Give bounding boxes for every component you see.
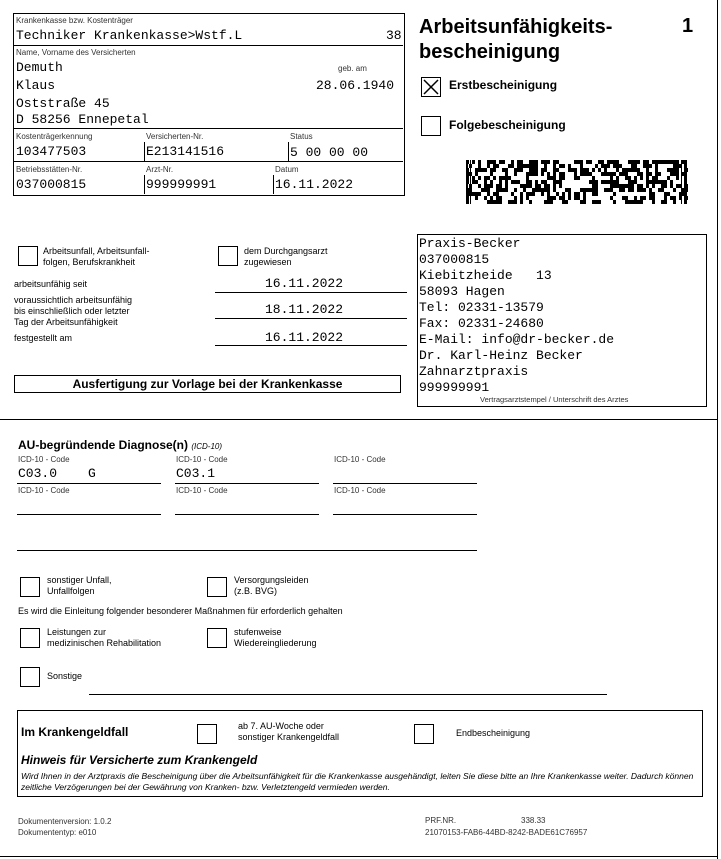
folgebescheinigung-label: Folgebescheinigung (449, 118, 566, 132)
tick (273, 175, 274, 194)
insured-label: Name, Vorname des Versicherten (16, 48, 136, 57)
insured-city: D 58256 Ennepetal (16, 112, 149, 127)
insured-firstname: Klaus (16, 78, 56, 93)
seit-label: arbeitsunfähig seit (14, 279, 88, 289)
versorgungsleiden-label: Versorgungsleiden (z.B. BVG) (234, 575, 309, 596)
section-divider (0, 419, 718, 420)
bottom-border (0, 856, 718, 857)
stamp-line: Kiebitzheide 13 (419, 268, 552, 283)
stamp-caption: Vertragsarztstempel / Unterschrift des Arztes (480, 395, 629, 404)
sonstige-checkbox[interactable] (20, 667, 40, 687)
bis-value: 18.11.2022 (265, 302, 344, 317)
stamp-line: Fax: 02331-24680 (419, 316, 544, 331)
stamp-line: Zahnarztpraxis (419, 364, 529, 379)
status-label: Status (290, 132, 313, 141)
arbeitsunfall-checkbox[interactable] (18, 246, 38, 266)
prf-label: PRF.NR. (425, 816, 457, 825)
kostentraeger-value: 103477503 (16, 144, 87, 159)
bs-label: Betriebsstätten-Nr. (16, 165, 83, 174)
versicherten-value: E213141516 (146, 144, 225, 159)
icd-line (17, 483, 161, 484)
stamp-line: 037000815 (419, 252, 490, 267)
uuid: 21070153-FAB6-44BD-8242-BADE61C76957 (425, 828, 588, 837)
versorgungsleiden-checkbox[interactable] (207, 577, 227, 597)
divider (14, 161, 403, 162)
hint-title: Hinweis für Versicherte zum Krankengeld (21, 753, 258, 767)
icd-label-5: ICD-10 - Code (176, 486, 228, 495)
insurer-value: Techniker Krankenkasse>Wstf.L (16, 28, 243, 43)
tick (144, 142, 145, 162)
diagnosis-free-line (17, 550, 477, 551)
ab-7-woche-label: ab 7. AU-Woche oder sonstiger Krankengeldfall (238, 721, 340, 742)
tick (288, 142, 289, 162)
reha-checkbox[interactable] (20, 628, 40, 648)
insurer-code: 38 (386, 28, 402, 43)
stamp-line: Dr. Karl-Heinz Becker (419, 348, 583, 363)
ausfertigung-banner: Ausfertigung zur Vorlage bei der Krankenkasse (14, 375, 401, 393)
icd-code-2: C03.1 (176, 466, 216, 481)
insured-street: Oststraße 45 (16, 96, 110, 111)
barcode-image (466, 160, 688, 204)
prf-value: 338.33 (521, 816, 546, 825)
arbeitsunfall-label: Arbeitsunfall, Arbeitsunfall- folgen, Berufskrankheit (43, 246, 150, 267)
bis-line (215, 318, 407, 319)
endbescheinigung-label: Endbescheinigung (456, 728, 531, 738)
kostentraeger-label: Kostenträgerkennung (16, 132, 93, 141)
tick (144, 175, 145, 194)
insurer-label: Krankenkasse bzw. Kostenträger (16, 16, 133, 25)
stufenweise-label: stufenweise Wiedereingliederung (234, 627, 317, 648)
festgestellt-line (215, 345, 407, 346)
endbescheinigung-checkbox[interactable] (414, 724, 434, 744)
check-x-icon (422, 78, 440, 96)
bis-label: voraussichtlich arbeitsunfähig bis einschließlich oder letzter Tag der Arbeitsunfähigkeit (14, 295, 133, 327)
folgebescheinigung-checkbox[interactable] (421, 116, 441, 136)
icd-label-1: ICD-10 - Code (18, 455, 70, 464)
insured-dob: 28.06.1940 (316, 78, 395, 93)
erstbescheinigung-checkbox[interactable] (421, 77, 441, 97)
krankengeld-heading: Im Krankengeldfall (21, 725, 129, 739)
seit-line (215, 292, 407, 293)
icd-line (333, 483, 477, 484)
icd-label-6: ICD-10 - Code (334, 486, 386, 495)
datum-value: 16.11.2022 (275, 177, 354, 192)
stamp-line: 999999991 (419, 380, 490, 395)
icd-line (17, 514, 161, 515)
festgestellt-label: festgestellt am (14, 333, 73, 343)
reha-label: Leistungen zur medizinischen Rehabilitation (47, 627, 162, 648)
doctor-stamp-box (417, 234, 707, 407)
icd-label-4: ICD-10 - Code (18, 486, 70, 495)
hint-text: Wird Ihnen in der Arztpraxis die Bescheinigung über die Arbeitsunfähigkeit für die Krankenkasse ausgehändigt, leiten Sie diese bitte an Ihre Krankenkasse weiter. Dadurch können zeitliche Verzögerungen bei der Gewährung von Kranken- bzw. Verletztengeld vermieden werden. (21, 771, 694, 792)
status-value: 5 00 00 00 (290, 145, 369, 160)
ab-7-woche-checkbox[interactable] (197, 724, 217, 744)
stamp-lines (419, 236, 614, 396)
durchgangsarzt-checkbox[interactable] (218, 246, 238, 266)
divider (14, 128, 403, 129)
arzt-value: 999999991 (146, 177, 217, 192)
divider (14, 45, 403, 46)
seit-value: 16.11.2022 (265, 276, 344, 291)
title-line1: Arbeitsunfähigkeits- (419, 16, 613, 38)
icd-label-2: ICD-10 - Code (176, 455, 228, 464)
doc-type: Dokumententyp: e010 (18, 828, 97, 837)
icd-line (333, 514, 477, 515)
diagnosis-heading: AU-begründende Diagnose(n) (ICD-10) (18, 438, 223, 452)
versicherten-label: Versicherten-Nr. (146, 132, 204, 141)
icd-code-1-suffix: G (88, 466, 96, 481)
title-line2: bescheinigung (419, 41, 561, 63)
doc-version: Dokumentenversion: 1.0.2 (18, 817, 112, 826)
stamp-line: E-Mail: info@dr-becker.de (419, 332, 615, 347)
stufenweise-checkbox[interactable] (207, 628, 227, 648)
arzt-label: Arzt-Nr. (146, 165, 174, 174)
icd-line (175, 483, 319, 484)
right-border (717, 0, 718, 859)
sonstiger-unfall-label: sonstiger Unfall, Unfallfolgen (47, 575, 112, 596)
datum-label: Datum (275, 165, 299, 174)
form-number: 1 (682, 15, 694, 37)
icd-line (175, 514, 319, 515)
festgestellt-value: 16.11.2022 (265, 330, 344, 345)
form-title (419, 15, 612, 65)
sonstiger-unfall-checkbox[interactable] (20, 577, 40, 597)
sonstige-label: Sonstige (47, 671, 83, 681)
stamp-line: Praxis-Becker (419, 236, 521, 251)
dob-label: geb. am (338, 64, 367, 73)
massnahmen-text: Es wird die Einleitung folgender besonderer Maßnahmen für erforderlich gehalten (18, 606, 343, 616)
stamp-line: Tel: 02331-13579 (419, 300, 544, 315)
bs-value: 037000815 (16, 177, 87, 192)
stamp-line: 58093 Hagen (419, 284, 505, 299)
icd-code-1: C03.0 (18, 466, 58, 481)
durchgangsarzt-label: dem Durchgangsarzt zugewiesen (244, 246, 328, 267)
icd-label-3: ICD-10 - Code (334, 455, 386, 464)
insured-lastname: Demuth (16, 60, 63, 75)
sonstige-line (89, 694, 607, 695)
erstbescheinigung-label: Erstbescheinigung (449, 78, 558, 92)
